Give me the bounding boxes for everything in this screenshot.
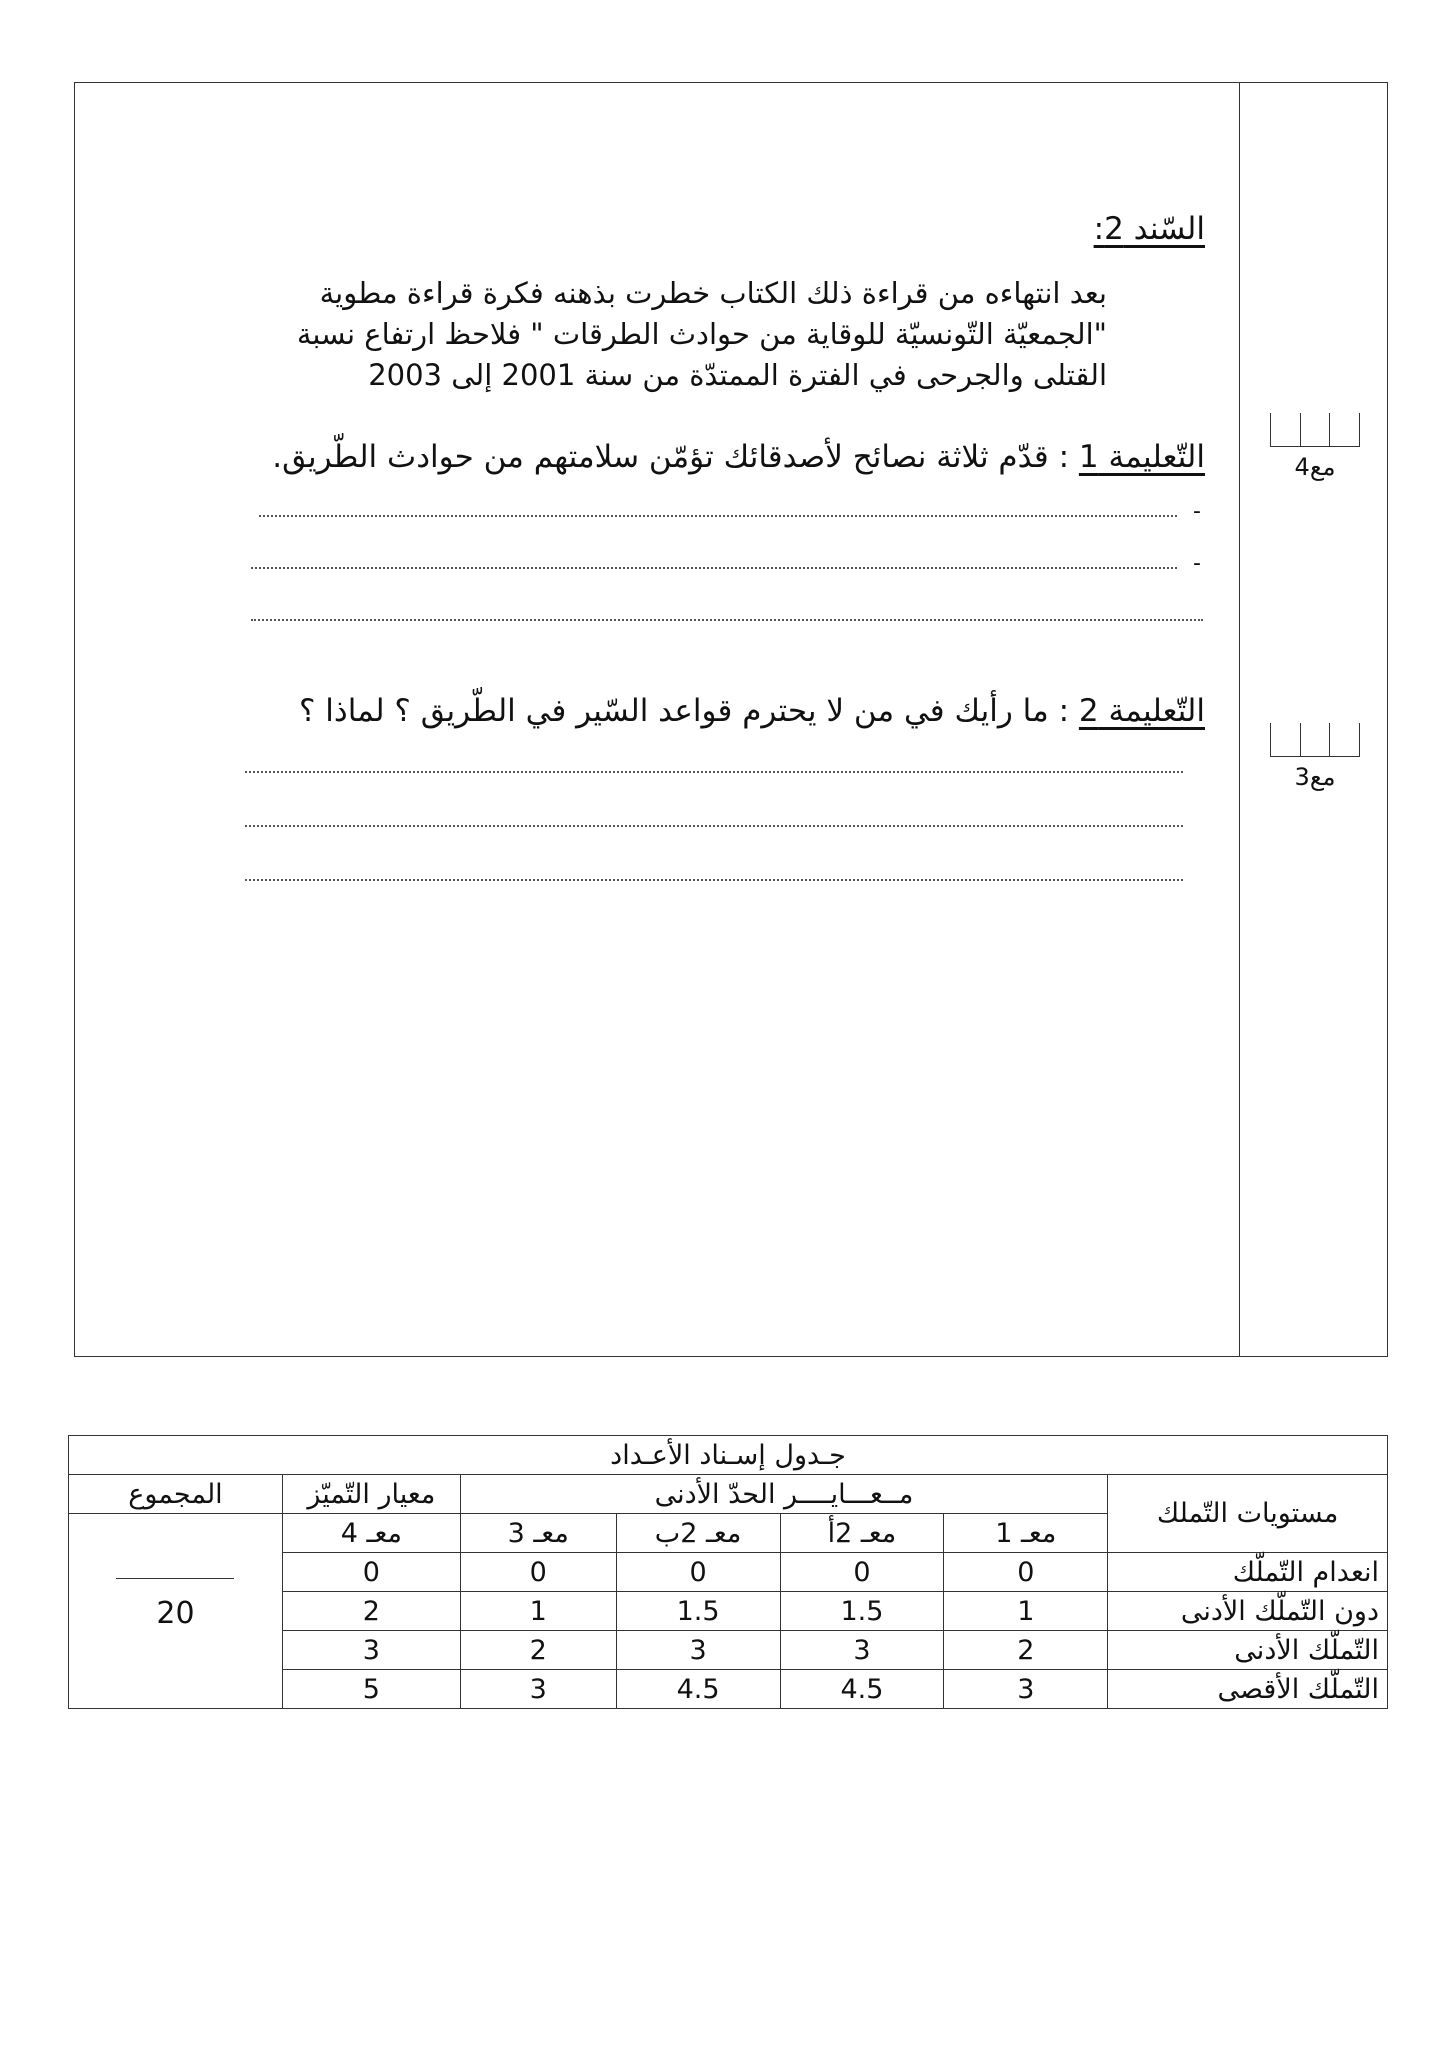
total-cell — [69, 1514, 283, 1709]
grading-table-title: جـدول إسـناد الأعـداد — [69, 1436, 1388, 1475]
answer-line-1-2[interactable] — [251, 567, 1177, 569]
instruction-1-text: : قدّم ثلاثة نصائح لأصدقائك تؤمّن سلامتهم من حوادث الطّريق. — [272, 439, 1079, 475]
answer-line-2-3[interactable] — [245, 879, 1183, 881]
grade-cell: 2 — [282, 1592, 460, 1631]
score-box-criterion-4 — [1270, 413, 1360, 447]
exercise-frame — [74, 82, 1388, 1357]
score-box-criterion-3 — [1270, 723, 1360, 757]
grade-cell: 0 — [944, 1553, 1108, 1592]
instruction-1-label: التّعليمة 1 — [1078, 439, 1205, 475]
level-label: انعدام التّملّك — [1108, 1553, 1388, 1592]
instruction-2-label: التّعليمة 2 — [1078, 693, 1205, 729]
criterion-header: معـ 1 — [944, 1514, 1108, 1553]
paragraph-line: بعد انتهاءه من قراءة ذلك الكتاب خطرت بذهنه فكرة قراءة مطوية — [319, 276, 1107, 310]
exercise-content — [171, 83, 1217, 1356]
grade-cell: 3 — [460, 1670, 616, 1709]
instruction-2 — [299, 693, 1205, 729]
grade-cell: 3 — [282, 1631, 460, 1670]
grade-cell: 3 — [616, 1631, 780, 1670]
criterion-header: معـ 2أ — [780, 1514, 944, 1553]
instruction-2-text: : ما رأيك في من لا يحترم قواعد السّير في الطّريق ؟ لماذا ؟ — [299, 693, 1079, 729]
grade-cell: 4.5 — [780, 1670, 944, 1709]
grade-cell: 1 — [944, 1592, 1108, 1631]
grade-cell: 2 — [460, 1631, 616, 1670]
paragraph-line: "الجمعيّة التّونسيّة للوقاية من حوادث الطرقات " فلاحظ ارتفاع نسبة — [296, 317, 1107, 351]
grade-cell: 0 — [460, 1553, 616, 1592]
criterion-header: معـ 2ب — [616, 1514, 780, 1553]
paragraph-line: القتلى والجرحى في الفترة الممتدّة من سنة 2001 إلى 2003 — [368, 358, 1107, 392]
grading-table — [68, 1435, 1388, 1709]
grade-cell: 1.5 — [616, 1592, 780, 1631]
criterion-header: معـ 3 — [460, 1514, 616, 1553]
header-min-criteria: مــعـــايــــر الحدّ الأدنى — [460, 1475, 1107, 1514]
score-label-criterion-4: مع4 — [1294, 453, 1336, 481]
level-label: التّملّك الأدنى — [1108, 1631, 1388, 1670]
instruction-1 — [272, 439, 1205, 475]
document-paragraph — [177, 273, 1107, 396]
grade-cell: 2 — [944, 1631, 1108, 1670]
grade-cell: 0 — [780, 1553, 944, 1592]
grade-cell: 0 — [282, 1553, 460, 1592]
grade-cell: 3 — [780, 1631, 944, 1670]
answer-dash: - — [1193, 499, 1201, 524]
document-title: السّند 2: — [1093, 211, 1205, 247]
grade-cell: 4.5 — [616, 1670, 780, 1709]
header-total: المجموع — [69, 1475, 283, 1514]
grade-cell: 5 — [282, 1670, 460, 1709]
answer-line-2-2[interactable] — [245, 825, 1183, 827]
total-divider — [116, 1578, 234, 1579]
answer-line-2-1[interactable] — [245, 771, 1183, 773]
score-label-criterion-3: مع3 — [1294, 763, 1336, 791]
total-value: 20 — [156, 1596, 195, 1631]
header-levels: مستويات التّملك — [1108, 1475, 1388, 1553]
grade-cell: 3 — [944, 1670, 1108, 1709]
header-excellence: معيار التّميّز — [282, 1475, 460, 1514]
answer-dash: - — [1193, 551, 1201, 576]
answer-line-1-3[interactable] — [251, 619, 1203, 621]
answer-line-1-1[interactable] — [259, 515, 1177, 517]
level-label: التّملّك الأقصى — [1108, 1670, 1388, 1709]
grade-cell: 0 — [616, 1553, 780, 1592]
score-margin-column — [1239, 83, 1387, 1356]
criterion-header: معـ 4 — [282, 1514, 460, 1553]
grade-cell: 1 — [460, 1592, 616, 1631]
level-label: دون التّملّك الأدنى — [1108, 1592, 1388, 1631]
grade-cell: 1.5 — [780, 1592, 944, 1631]
